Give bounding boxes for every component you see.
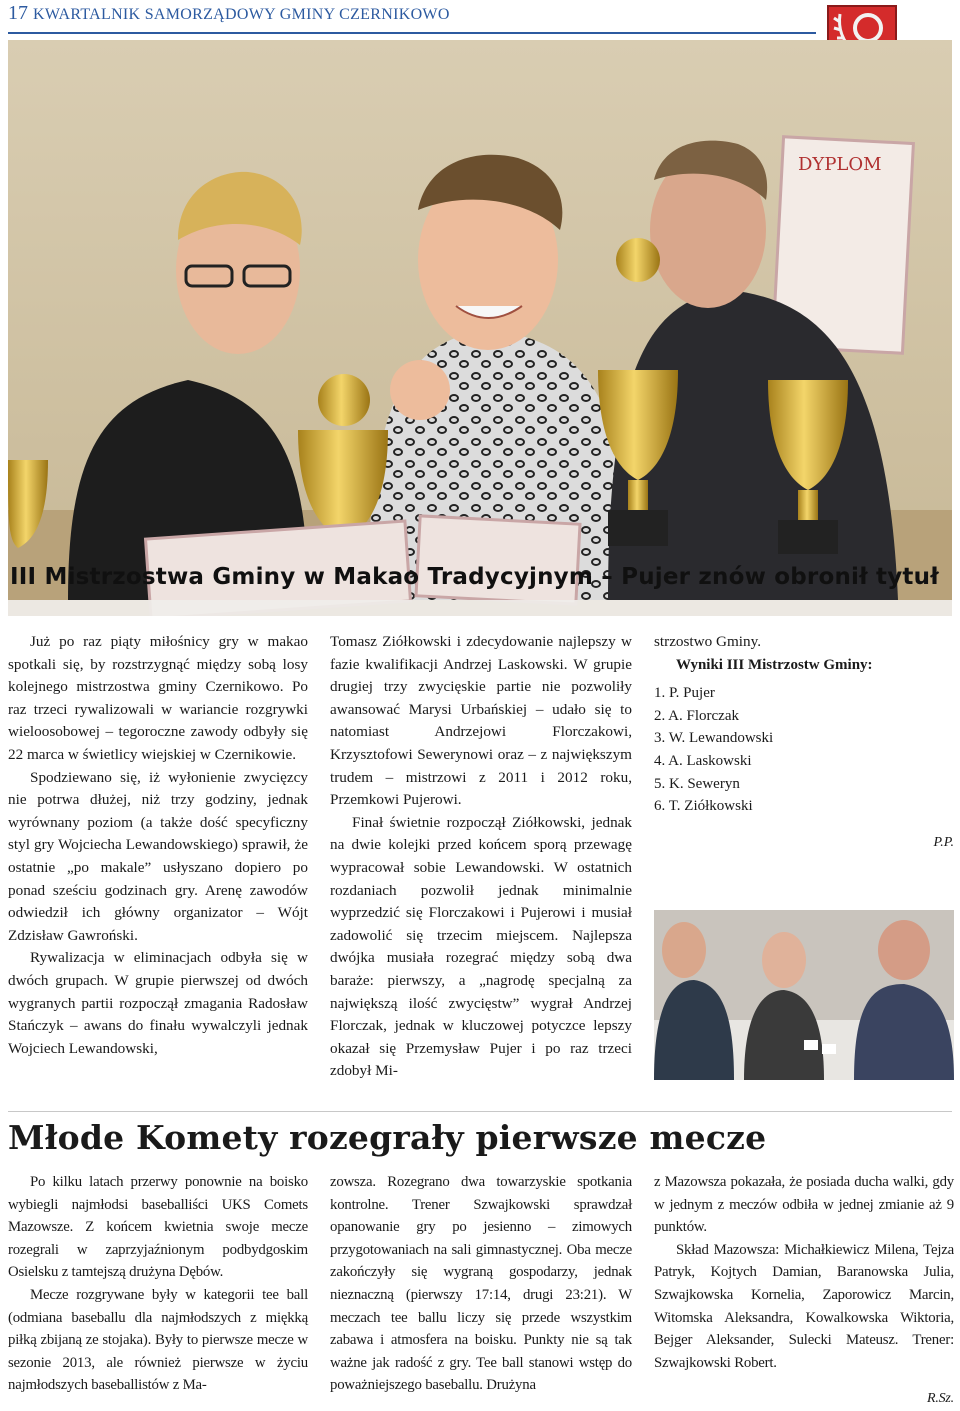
page-number-line: [8, 2, 450, 25]
results-item: 1. P. Pujer: [654, 685, 715, 702]
results-item: 4. A. Laskowski: [654, 752, 752, 769]
header-rule: [8, 32, 816, 34]
article1-column-1: [8, 631, 308, 1060]
article2-column-1: [8, 1171, 308, 1397]
article1-col1-para: Spodziewano się, iż wyłonienie zwycięzcy nie potrwa dłużej, niż trzy godziny, jednak wyrównany poziom (a także dość specyficzny styl gry Wojciecha Lewandowskiego) sprawił, że ostatnie „po makale” usłyszano dopiero po ponad sześciu godzinach gry. Arenę zawodów odwiedził ich główny organizator – Wójt Zdzisław Gawroński.: [8, 768, 308, 944]
card-game-photo-image: [654, 910, 954, 1080]
article2-col3-para: Skład Mazowsza: Michałkiewicz Milena, Tejza Patryk, Kojtych Damian, Baranowska Julia, Szwajkowska Kornelia, Zaporowicz Marcin, Witomska Aleksandra, Kowalkowska Wiktoria, Bejger Aleksander, Sulecki Mateusz. Trener: Szwajkowski Robert.: [654, 1241, 954, 1371]
article1-col1-para: Już po raz piąty miłośnicy gry w makao spotkali się, by rozstrzygnąć między sobą losy kolejnego mistrzostwa gminy Czernikowo. Po raz trzeci rywalizowali w wariancie rozgrywki wieloosobowej – tegoroczne zawody odbyły się 22 marca w świetlicy wiejskiej w Czernikowie.: [8, 633, 308, 763]
champions-photo: [8, 40, 952, 616]
article2-column-3: [654, 1171, 954, 1411]
results-list: [654, 682, 954, 818]
article-divider: [8, 1111, 952, 1112]
article2-col3-para: z Mazowsza pokazała, że posiada ducha walki, gdy w jednym z meczów odbiła w jednej zmianie aż 9 punktów.: [654, 1174, 954, 1236]
results-item: 6. T. Ziółkowski: [654, 798, 753, 815]
article1-col2-para: Tomasz Ziółkowski i zdecydowanie najlepszy w fazie kwalifikacji Andrzej Laskowski. W grupie drugiej trzy zwycięskie partie nie pozwoliły awansować Marysi Urbańskiej – udało się to natomiast Andrzejowi Florczakowi, Krzysztofowi Sewerynowi oraz – z największym trudem – mistrzowi z 2011 i 2012 roku, Przemkowi Pujerowi.: [330, 633, 632, 809]
article2-col2-para: zowsza. Rozegrano dwa towarzyskie spotkania kontrolne. Trener Szwajkowski sprawdzał opanowanie gry po jesienno – zimowych przygotowaniach na sali gimnastycznej. Oba mecze zakończyły się wygraną gospodarzy, jednak nieznaczną (pierwszy 17:14, drugi 23:21). W meczach tee ballu liczy się przede wszystkim zabawa i atmosfera na boisku. Punkty nie są tak ważne jak radość z gry. Tee ball stanowi wstęp do poważniejszego baseballu. Drużyna: [330, 1174, 632, 1394]
results-title: Wyniki III Mistrzostw Gminy:: [676, 656, 873, 673]
article1-col2-para: Finał świetnie rozpoczął Ziółkowski, jednak na dwie kolejki przed końcem sporą przewagę wypracował sobie Lewandowski. W ostatnich rozdaniach pozwolił jednak minimalnie wyprzedzić się Florczakowi i Pujerowi i musiał zadowolić się trzecim miejscem. Najlepsza dwójka musiała rozegrać między sobą dwa baraże: pierwszy, a „nagrodę specjalną za największą ilość zwycięstw” wygrał Andrzej Florczak, jednak w kluczowej potyczce lepszy okazał się Przemysław Pujer i po raz trzeci zdobył Mi-: [330, 813, 632, 1080]
article2-col1-para: Mecze rozgrywane były w kategorii tee ball (odmiana baseballu dla najmłodszych z miękką piłką zbijaną ze stojaka). Były to pierwsze mecze w sezonie 2013, ale również pierwsze w życiu najmłodszych baseballistów z Ma-: [8, 1286, 308, 1394]
article1-col1-para: Rywalizacja w eliminacjach odbyła się w dwóch grupach. W grupie pierwszej od dwóch wygranych partii rozpoczął zmagania Radosław Stańczyk – awans do finału wywalczyli jednak Wojciech Lewandowski,: [8, 949, 308, 1057]
champions-photo-image: [8, 40, 952, 616]
article2-column-2: [330, 1171, 632, 1397]
article1-headline: III Mistrzostwa Gminy w Makao Tradycyjnym – Pujer znów obronił tytuł: [10, 564, 939, 590]
article2-signature: R.Sz.: [926, 1391, 954, 1407]
page-number: 17: [8, 2, 28, 24]
article1-column-2: [330, 631, 632, 1083]
card-game-photo: [654, 910, 954, 1080]
article2-col1-para: Po kilku latach przerwy ponownie na boisko wybiegli najmłodsi baseballiści UKS Comets Mazowsze. Z końcem kwietnia swoje mecze rozegrali w zaprzyjaźnionym podbydgoskim Osielsku z tamtejszą drużyna Dębów.: [8, 1174, 308, 1281]
results-item: 5. K. Seweryn: [654, 775, 740, 792]
article1-signature: P.P.: [933, 834, 954, 850]
results-item: 3. W. Lewandowski: [654, 730, 774, 747]
headline-band: [8, 600, 952, 616]
article1-column-3: [654, 631, 954, 854]
magazine-title: KWARTALNIK SAMORZĄDOWY GMINY CZERNIKOWO: [33, 6, 450, 23]
article1-col3-start: strzostwo Gminy.: [654, 633, 762, 650]
article2-headline: Młode Komety rozegrały pierwsze mecze: [8, 1118, 767, 1157]
results-item: 2. A. Florczak: [654, 707, 739, 724]
diploma-label: DYPLOM: [798, 154, 882, 175]
